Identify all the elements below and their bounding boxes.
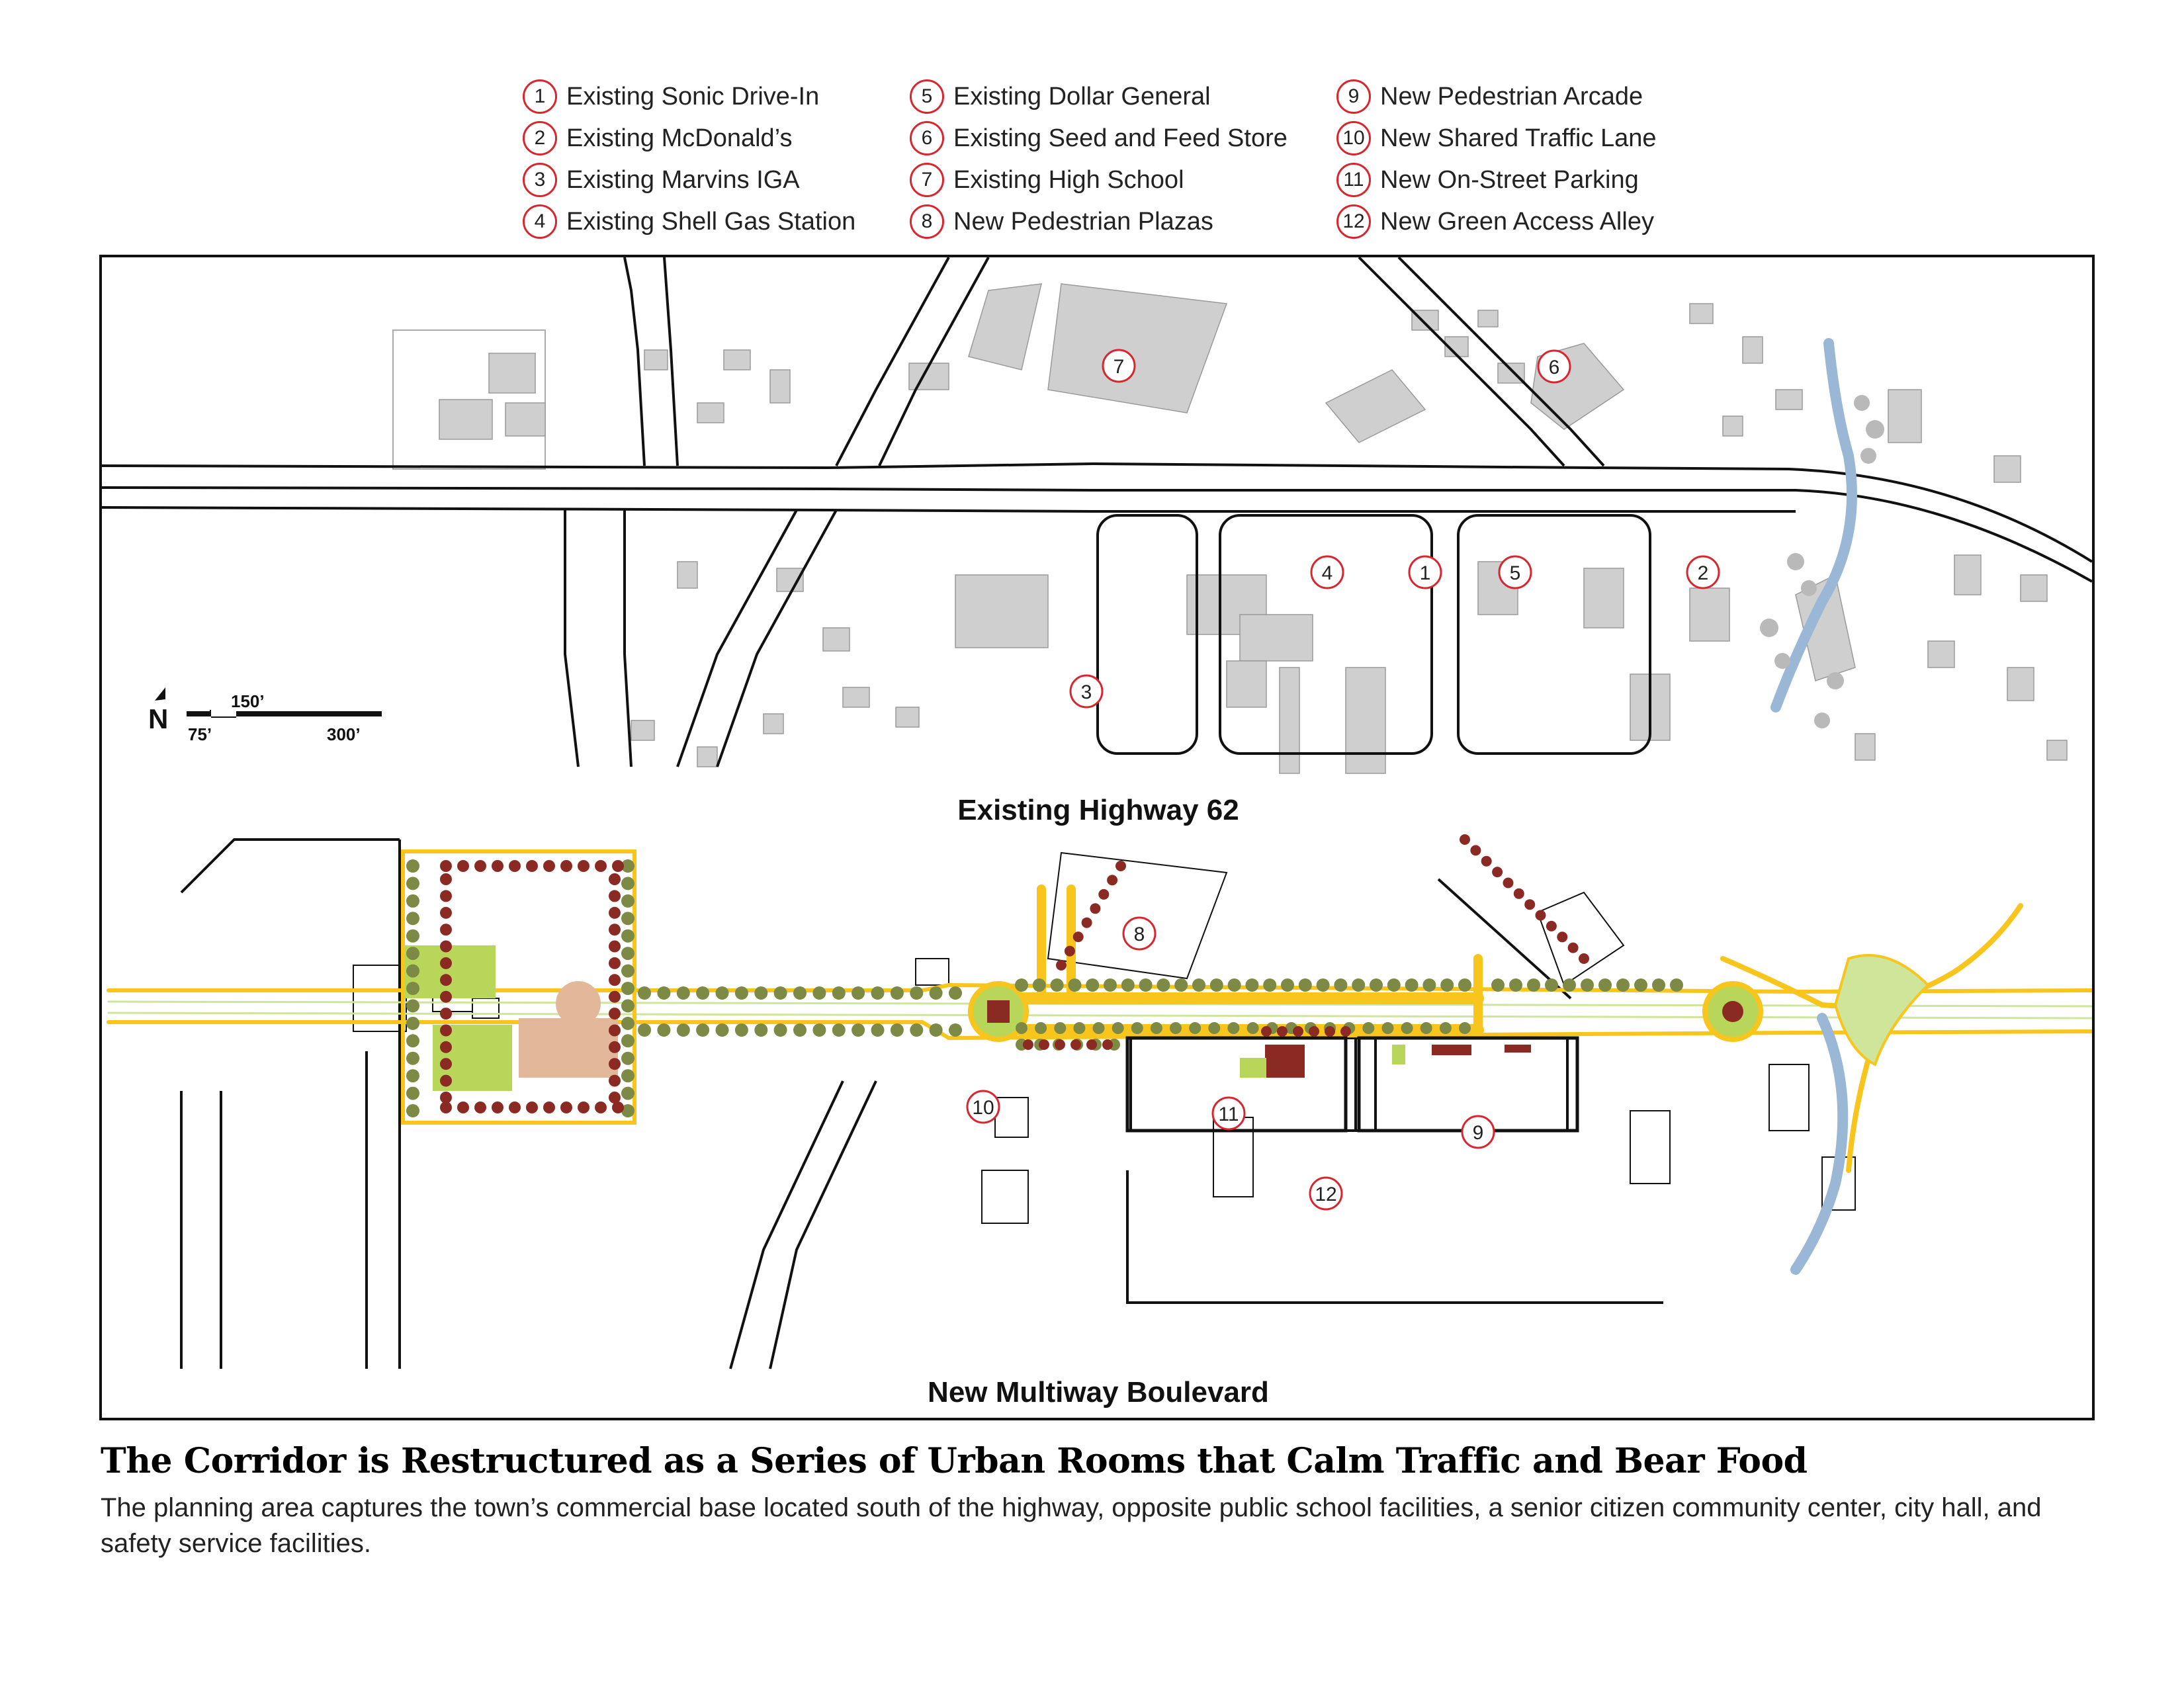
legend-number-badge: 1 xyxy=(523,79,557,114)
map-marker-4 xyxy=(1311,556,1343,588)
svg-text:9: 9 xyxy=(1472,1122,1484,1144)
creek-bottom xyxy=(1796,1018,1843,1270)
legend-number-badge: 5 xyxy=(910,79,944,114)
legend-number-badge: 6 xyxy=(910,121,944,155)
legend-item xyxy=(1336,203,1654,240)
legend-item xyxy=(1336,161,1639,198)
headline: The Corridor is Restructured as a Series of Urban Rooms that Calm Traffic and Bear Food xyxy=(101,1441,1808,1481)
legend-item xyxy=(910,78,1211,115)
scale-label-150: 150’ xyxy=(231,691,265,711)
legend-label: Existing McDonald’s xyxy=(566,124,793,152)
svg-text:3: 3 xyxy=(1080,681,1092,703)
legend-number-badge: 10 xyxy=(1336,121,1371,155)
map-marker-9 xyxy=(1462,1116,1494,1148)
legend-number-badge: 2 xyxy=(523,121,557,155)
legend-item xyxy=(1336,78,1643,115)
legend xyxy=(523,78,1714,250)
legend-label: Existing Sonic Drive-In xyxy=(566,82,820,110)
caption: The planning area captures the town’s commercial base located south of the highway, opposite public school facilities, a senior citizen community center, city hall, and safety service facilities. xyxy=(101,1493,2042,1558)
existing-buildings xyxy=(393,284,2067,773)
legend-item xyxy=(523,120,792,157)
map-marker-1 xyxy=(1409,556,1441,588)
legend-label: Existing High School xyxy=(953,165,1184,194)
site-plan-map xyxy=(102,257,2092,1418)
legend-label: New On-Street Parking xyxy=(1380,165,1639,194)
map-marker-7 xyxy=(1103,350,1135,382)
legend-label: Existing Shell Gas Station xyxy=(566,207,856,236)
svg-text:11: 11 xyxy=(1218,1103,1239,1125)
svg-text:10: 10 xyxy=(972,1097,994,1119)
legend-number-badge: 4 xyxy=(523,204,557,239)
legend-number-badge: 12 xyxy=(1336,204,1371,239)
svg-text:5: 5 xyxy=(1509,562,1521,584)
roundabout-monument xyxy=(1722,1001,1743,1022)
legend-number-badge: 8 xyxy=(910,204,944,239)
svg-text:7: 7 xyxy=(1113,356,1125,378)
legend-label: New Pedestrian Arcade xyxy=(1380,82,1643,110)
legend-label: New Green Access Alley xyxy=(1380,207,1654,236)
svg-text:6: 6 xyxy=(1548,357,1560,378)
legend-label: New Shared Traffic Lane xyxy=(1380,124,1657,152)
legend-number-badge: 9 xyxy=(1336,79,1371,114)
legend-item xyxy=(523,203,855,240)
legend-item xyxy=(1336,120,1657,157)
new-boulevard-label: New Multiway Boulevard xyxy=(928,1376,1269,1408)
map-marker-6 xyxy=(1538,351,1570,382)
scale-label-300: 300’ xyxy=(327,724,361,744)
map-marker-11 xyxy=(1213,1098,1245,1129)
map-marker-2 xyxy=(1687,556,1719,588)
roundabout-monument xyxy=(987,1000,1010,1023)
legend-label: Existing Dollar General xyxy=(953,82,1211,110)
svg-text:12: 12 xyxy=(1315,1184,1337,1205)
legend-number-badge: 7 xyxy=(910,163,944,197)
map-marker-12 xyxy=(1310,1178,1342,1209)
north-label: N xyxy=(148,703,169,734)
scale-bar xyxy=(187,691,382,744)
map-marker-3 xyxy=(1070,675,1102,707)
existing-highway-label: Existing Highway 62 xyxy=(957,794,1239,826)
legend-label: Existing Marvins IGA xyxy=(566,165,800,194)
map-marker-5 xyxy=(1499,556,1531,588)
new-map xyxy=(109,834,2092,1369)
west-urban-room xyxy=(403,851,634,1123)
map-markers xyxy=(967,350,1719,1209)
map-marker-8 xyxy=(1123,918,1155,949)
legend-number-badge: 3 xyxy=(523,163,557,197)
pedestrian-arcades xyxy=(1240,1045,1531,1078)
legend-item xyxy=(910,120,1288,157)
east-park xyxy=(1835,955,1928,1064)
legend-label: Existing Seed and Feed Store xyxy=(953,124,1288,152)
legend-item xyxy=(523,78,819,115)
legend-label: New Pedestrian Plazas xyxy=(953,207,1213,236)
legend-item xyxy=(523,161,800,198)
svg-text:4: 4 xyxy=(1321,562,1333,584)
svg-text:1: 1 xyxy=(1419,562,1431,584)
scale-label-75: 75’ xyxy=(188,724,212,744)
north-arrow xyxy=(148,687,168,734)
legend-item xyxy=(910,161,1184,198)
map-marker-10 xyxy=(967,1091,999,1123)
legend-number-badge: 11 xyxy=(1336,163,1371,197)
legend-item xyxy=(910,203,1213,240)
svg-text:2: 2 xyxy=(1697,562,1709,584)
svg-text:8: 8 xyxy=(1133,924,1145,945)
